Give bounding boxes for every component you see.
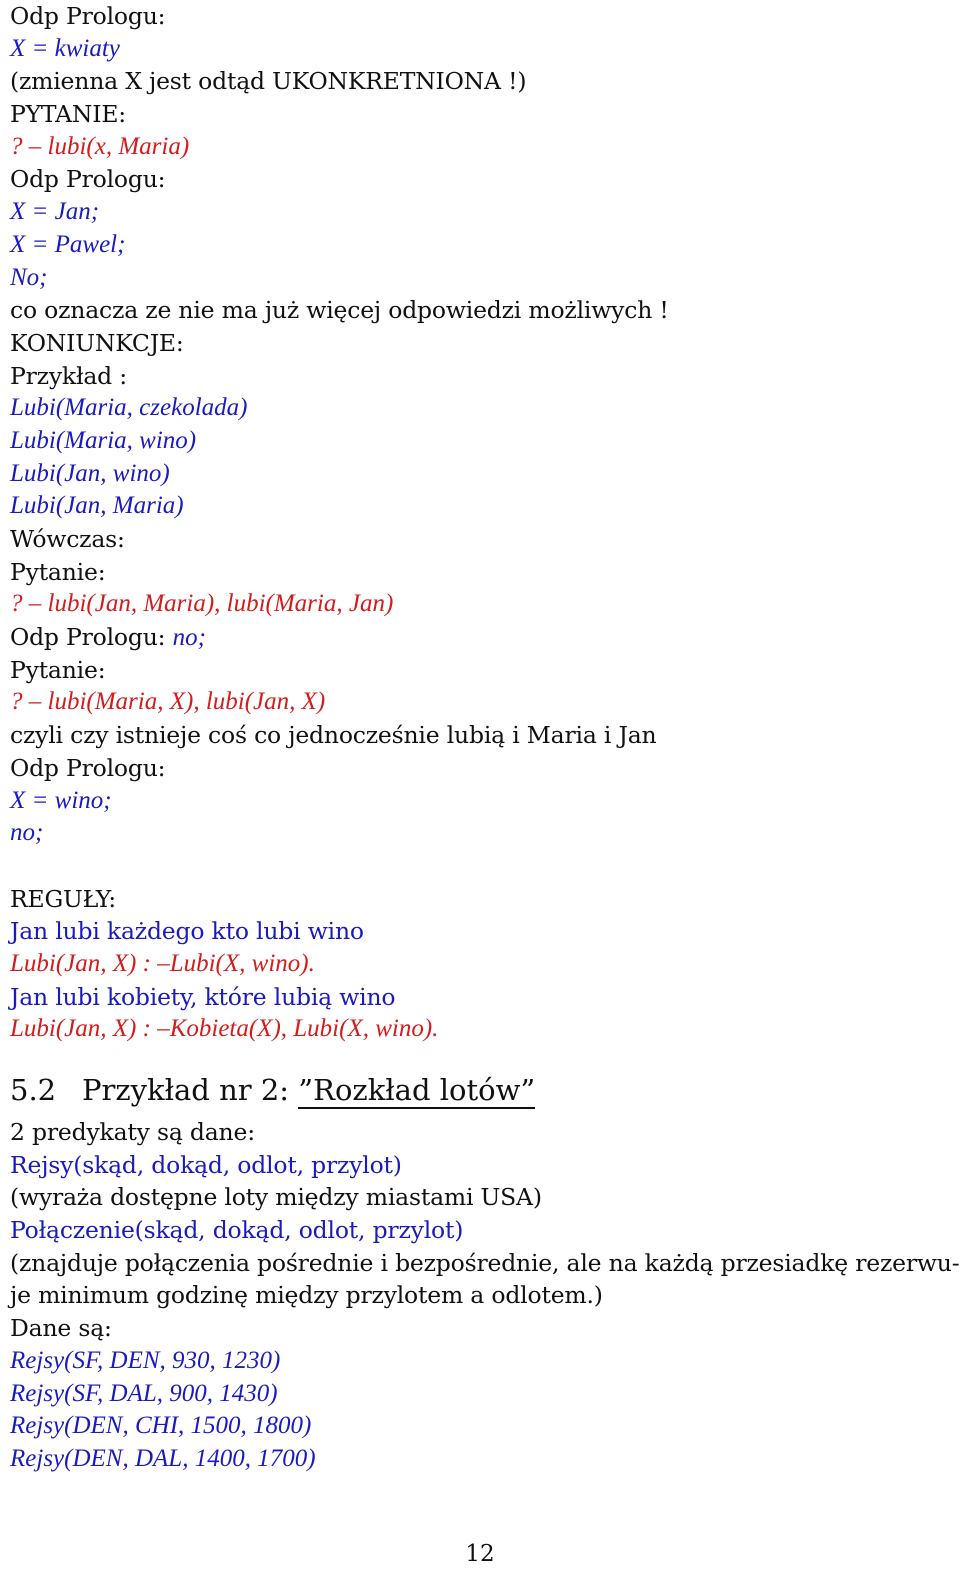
prolog-answer: X = kwiaty bbox=[10, 34, 120, 62]
prolog-fact: Lubi(Jan, wino) bbox=[10, 459, 170, 487]
prolog-query: ? – lubi(Maria, X), lubi(Jan, X) bbox=[10, 688, 326, 716]
prolog-fact: Rejsy(SF, DAL, 900, 1430) bbox=[10, 1379, 278, 1407]
text-line: czyli czy istnieje coś co jednocześnie lubią i Maria i Jan bbox=[10, 721, 657, 750]
prolog-answer: X = wino; bbox=[10, 786, 112, 814]
prolog-fact: Lubi(Maria, czekolada) bbox=[10, 394, 248, 422]
prolog-answer: X = Pawel; bbox=[10, 230, 126, 258]
text-line bbox=[10, 621, 950, 654]
prolog-query: ? – lubi(Jan, Maria), lubi(Maria, Jan) bbox=[10, 590, 394, 618]
section-title-underlined: ”Rozkład lotów” bbox=[298, 1073, 536, 1107]
prolog-fact: Lubi(Maria, wino) bbox=[10, 426, 197, 454]
text-line: PYTANIE: bbox=[10, 100, 127, 129]
predicate-signature: Połączenie(skąd, dokąd, odlot, przylot) bbox=[10, 1216, 464, 1245]
prolog-answer: no; bbox=[10, 819, 44, 847]
text-line: Dane są: bbox=[10, 1314, 112, 1343]
prolog-answer: no; bbox=[172, 624, 206, 652]
rule-description: Jan lubi kobiety, które lubią wino bbox=[10, 982, 396, 1011]
spacer bbox=[10, 850, 950, 883]
document-page bbox=[10, 0, 960, 1476]
prolog-fact: Rejsy(DEN, DAL, 1400, 1700) bbox=[10, 1444, 316, 1472]
text-line: KONIUNKCJE: bbox=[10, 328, 184, 357]
text-line: (wyraża dostępne loty między miastami USA) bbox=[10, 1183, 542, 1212]
section-number: 5.2 bbox=[10, 1073, 57, 1107]
text-line: Odp Prologu: bbox=[10, 753, 166, 782]
text-line: Pytanie: bbox=[10, 557, 106, 586]
text-line: (zmienna X jest odtąd UKONKRETNIONA !) bbox=[10, 67, 527, 96]
prolog-answer: No; bbox=[10, 263, 48, 291]
text-line: Przykład : bbox=[10, 361, 128, 390]
text-line: 2 predykaty są dane: bbox=[10, 1118, 255, 1146]
rule-description: Jan lubi każdego kto lubi wino bbox=[10, 917, 364, 946]
section-title: Przykład nr 2: bbox=[82, 1073, 299, 1107]
text-line: Pytanie: bbox=[10, 655, 106, 684]
prolog-rule: Lubi(Jan, X) : –Lubi(X, wino). bbox=[10, 949, 315, 977]
text-line: Wówczas: bbox=[10, 525, 125, 553]
prolog-fact: Lubi(Jan, Maria) bbox=[10, 492, 184, 520]
text-line: (znajduje połączenia pośrednie i bezpośrednie, ale na każdą przesiadkę rezerwu- bbox=[10, 1248, 960, 1277]
prolog-fact: Rejsy(SF, DEN, 930, 1230) bbox=[10, 1346, 281, 1374]
text-line: je minimum godzinę między przylotem a odlotem.) bbox=[10, 1281, 603, 1310]
text-line: co oznacza ze nie ma już więcej odpowiedzi możliwych ! bbox=[10, 296, 669, 325]
text-segment: Odp Prologu: bbox=[10, 623, 173, 652]
text-line: Odp Prologu: bbox=[10, 165, 166, 194]
prolog-query: ? – lubi(x, Maria) bbox=[10, 132, 190, 160]
page-number: 12 bbox=[465, 1541, 495, 1567]
section-heading bbox=[10, 1064, 950, 1116]
spacer bbox=[10, 1046, 950, 1064]
text-line: Odp Prologu: bbox=[10, 2, 166, 30]
prolog-rule: Lubi(Jan, X) : –Kobieta(X), Lubi(X, wino). bbox=[10, 1015, 439, 1043]
predicate-signature: Rejsy(skąd, dokąd, odlot, przylot) bbox=[10, 1150, 402, 1179]
prolog-fact: Rejsy(DEN, CHI, 1500, 1800) bbox=[10, 1412, 312, 1440]
text-line: REGUŁY: bbox=[10, 884, 116, 913]
prolog-answer: X = Jan; bbox=[10, 198, 100, 226]
